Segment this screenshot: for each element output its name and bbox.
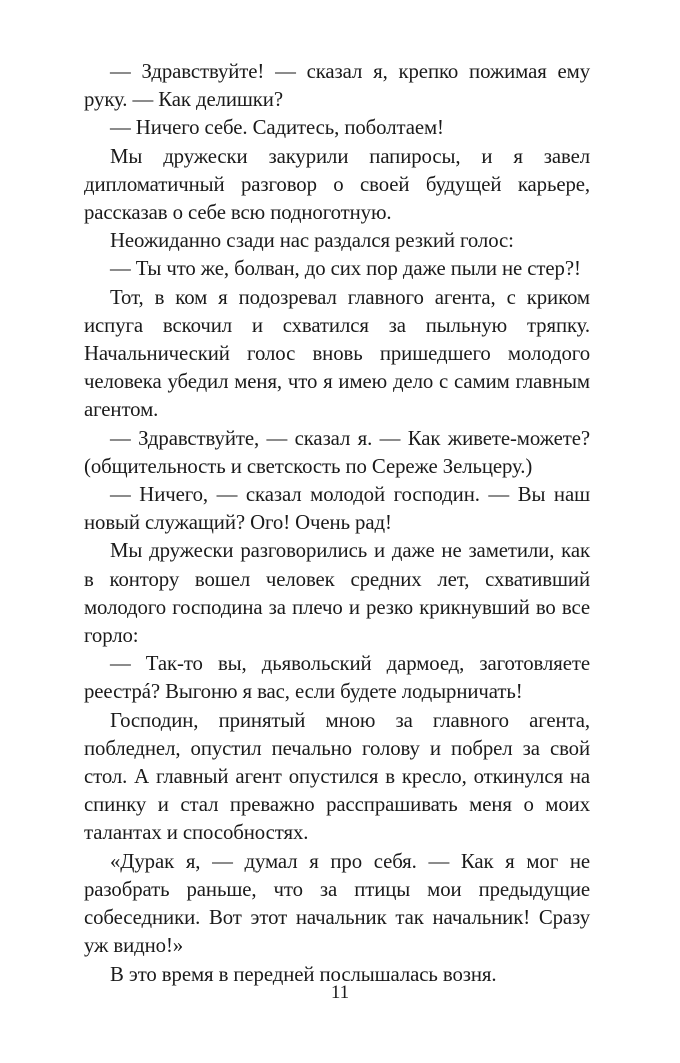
main-text [84, 58, 590, 989]
paragraph: В это время в передней послышалась возня. [110, 962, 497, 986]
paragraph: Мы дружески закурили папиросы, и я завел дипломатичный разговор о своей будущей карьере, рассказав о себе всю подноготную. [84, 144, 590, 225]
paragraph: Мы дружески разговорились и даже не заметили, как в контору вошел человек средних лет, схвативший молодого господина за плечо и резко крикнувший во все горло: [84, 539, 590, 648]
paragraph: — Здравствуйте! — сказал я, крепко пожимая ему руку. — Как делишки? [84, 60, 590, 112]
paragraph: — Ничего себе. Садитесь, поболтаем! [110, 116, 444, 140]
paragraph: — Здравствуйте, — сказал я. — Как живете-можете? (общительность и светскость по Сереже Зельцеру.) [84, 426, 590, 478]
paragraph: — Ничего, — сказал молодой господин. — Вы наш новый служащий? Ого! Очень рад! [84, 483, 590, 535]
paragraph: Господин, принятый мною за главного агента, побледнел, опустил печально голову и побрел за свой стол. А главный агент опустился в кресло, откинулся на спинку и стал преважно расспрашивать меня о моих талантах и способностях. [84, 708, 590, 845]
paragraph: Тот, в ком я подозревал главного агента, с криком испуга вскочил и схватился за пыльную тряпку. Начальнический голос вновь пришедшего молодого человека убедил меня, что я имею дело с самим главным агентом. [84, 285, 590, 422]
paragraph: «Дурак я, — думал я про себя. — Как я мог не разобрать раньше, что за птицы мои предыдущие собеседники. Вот этот начальник так начальник! Сразу уж видно!» [84, 849, 590, 958]
page-number: 11 [330, 982, 350, 1003]
paragraph: — Ты что же, болван, до сих пор даже пыли не стер?! [110, 257, 581, 281]
paragraph: Неожиданно сзади нас раздался резкий голос: [110, 229, 514, 253]
paragraph: — Так-то вы, дьявольский дармоед, заготовляете реестрá? Выгоню я вас, если будете лодырничать! [84, 652, 590, 704]
